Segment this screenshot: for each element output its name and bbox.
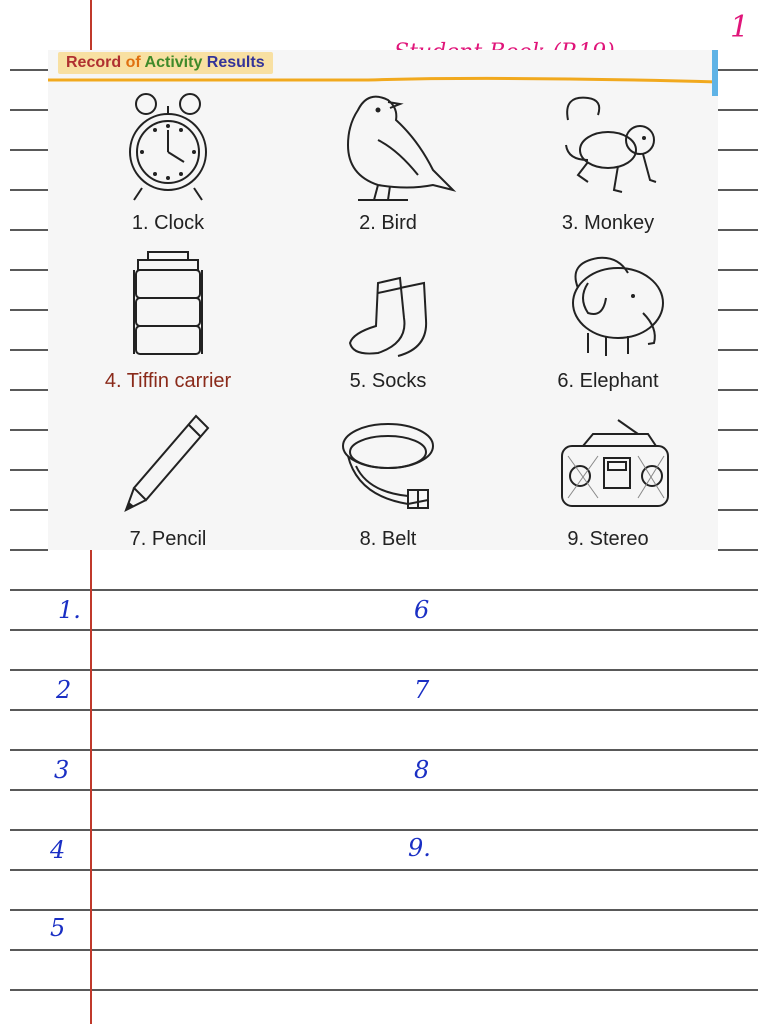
item-label: 6. Elephant — [557, 370, 659, 392]
item-socks — [283, 248, 493, 398]
page-number: 1 — [730, 10, 750, 45]
book-title-word: Results — [206, 54, 265, 71]
book-title — [58, 52, 273, 74]
item-bird — [283, 90, 493, 240]
book-title-word: Activity — [144, 54, 203, 71]
socks-icon — [338, 248, 438, 363]
answer-number: 7 — [414, 676, 430, 704]
item-tiffin-carrier — [63, 248, 273, 398]
belt-icon — [338, 406, 448, 521]
answer-number: 6 — [414, 596, 430, 624]
item-label: 3. Monkey — [561, 212, 655, 234]
answer-number: 5 — [50, 914, 66, 942]
answer-number: 1. — [58, 596, 81, 624]
item-label: 9. Stereo — [567, 528, 649, 550]
elephant-icon — [558, 248, 673, 363]
book-title-word: Record — [66, 54, 122, 71]
item-monkey — [503, 90, 713, 240]
item-belt — [283, 406, 493, 550]
item-pencil — [63, 406, 273, 550]
item-label: 8. Belt — [359, 528, 417, 550]
answer-number: 3 — [54, 756, 70, 784]
clock-icon — [118, 90, 218, 205]
title-underline — [48, 76, 718, 84]
item-elephant — [503, 248, 713, 398]
item-clock — [63, 90, 273, 240]
book-title-word: of — [125, 54, 141, 71]
pencil-icon — [118, 406, 218, 521]
item-label: 2. Bird — [359, 212, 417, 234]
bird-icon — [338, 90, 458, 205]
item-label: 4. Tiffin carrier — [104, 370, 232, 392]
item-label: 7. Pencil — [129, 528, 207, 550]
textbook-scan — [48, 50, 718, 550]
stereo-icon — [558, 406, 673, 521]
item-label: 1. Clock — [131, 212, 205, 234]
answer-number: 2 — [56, 676, 72, 704]
answer-number: 9. — [408, 834, 431, 862]
answer-number: 4 — [50, 836, 66, 864]
answer-number: 8 — [414, 756, 430, 784]
tiffin-carrier-icon — [118, 248, 218, 363]
monkey-icon — [558, 90, 668, 205]
item-label: 5. Socks — [349, 370, 427, 392]
item-stereo — [503, 406, 713, 550]
